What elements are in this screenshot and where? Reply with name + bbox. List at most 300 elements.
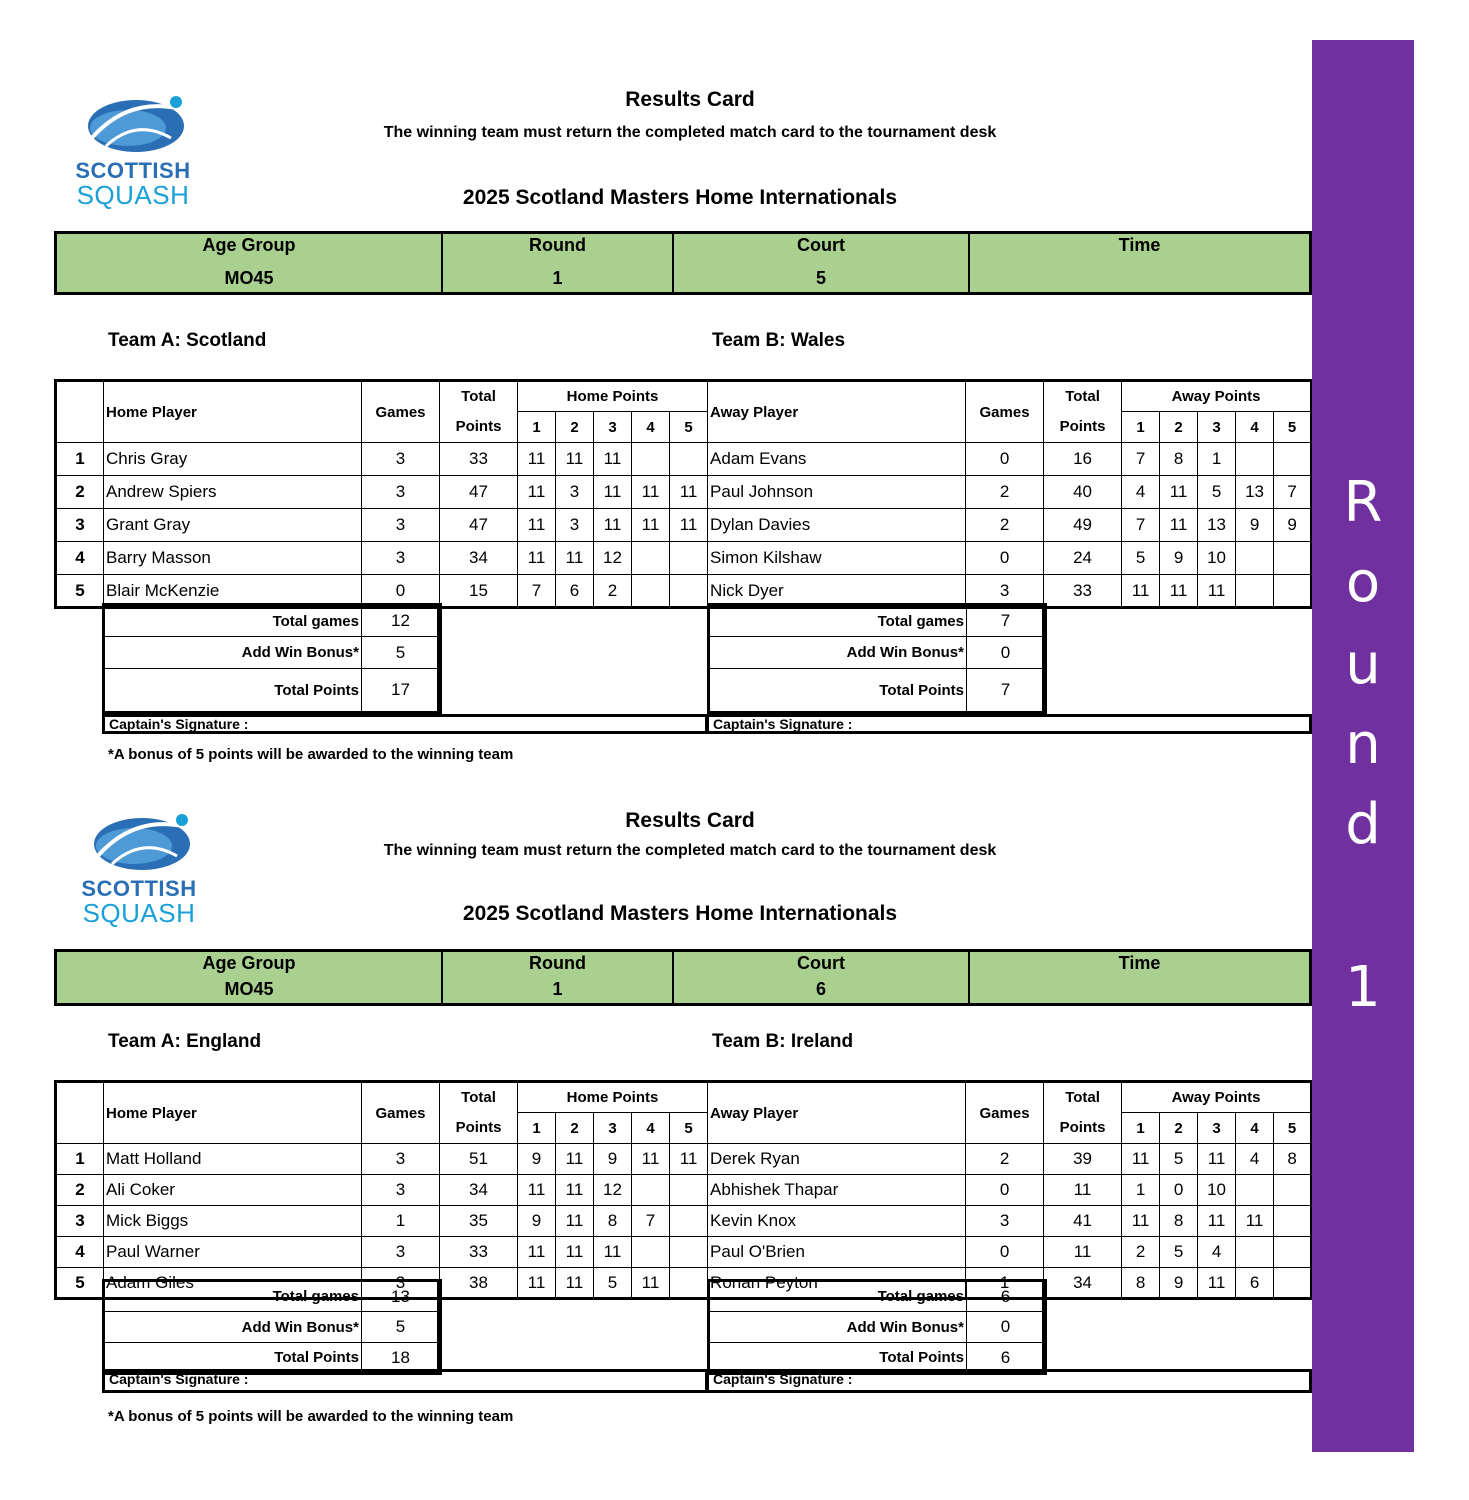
home-game-score: 12 [594,542,632,575]
away-game-score: 9 [1274,509,1312,542]
home-player-name: Blair McKenzie [104,575,362,608]
away-game-score: 11 [1198,575,1236,608]
home-game-score: 7 [518,575,556,608]
row-number: 1 [56,1144,104,1175]
home-win-bonus-value: 5 [362,1312,441,1343]
away-game-5-header: 5 [1274,412,1312,443]
home-player-name: Andrew Spiers [104,476,362,509]
home-total-value: 15 [440,575,518,608]
scottish-squash-logo [74,806,214,936]
home-games-value: 3 [362,509,440,542]
home-points-subheader: Points [440,1113,518,1144]
home-total-value: 35 [440,1206,518,1237]
away-game-1-header: 1 [1122,412,1160,443]
away-game-score [1274,1206,1312,1237]
away-game-score [1236,443,1274,476]
home-game-1-header: 1 [518,1113,556,1144]
home-game-score: 11 [556,542,594,575]
summary-row [709,669,1046,713]
away-game-score [1274,1237,1312,1268]
home-total-value: 33 [440,443,518,476]
row-number: 1 [56,443,104,476]
home-games-value: 3 [362,1237,440,1268]
away-game-2-header: 2 [1160,1113,1198,1144]
home-game-score: 11 [556,1237,594,1268]
summary-divider [437,603,439,717]
home-total-games-label: Total games [104,1281,362,1312]
away-total-games-value: 7 [967,605,1046,637]
card-title: Results Card [625,809,755,832]
away-game-score: 4 [1236,1144,1274,1175]
home-total-points-value: 17 [362,669,441,713]
home-game-score [670,1206,708,1237]
away-player-name: Simon Kilshaw [708,542,966,575]
home-game-5-header: 5 [670,412,708,443]
home-game-score: 9 [518,1206,556,1237]
away-game-score [1236,1237,1274,1268]
home-game-score: 11 [556,1175,594,1206]
home-player-name: Matt Holland [104,1144,362,1175]
away-total-header: Total [1044,1082,1122,1113]
court-value: 5 [815,268,826,288]
away-points-header: Away Points [1122,1082,1312,1113]
away-win-bonus-value: 0 [967,1312,1046,1343]
away-captain-label: Captain's Signature : [713,1371,853,1387]
away-player-name: Derek Ryan [708,1144,966,1175]
round-cell [441,234,672,292]
away-points-subheader: Points [1044,1113,1122,1144]
age-group-label: Age Group [202,235,296,255]
round-letter: d [1345,792,1381,857]
table-row [56,1206,1312,1237]
away-game-score: 11 [1122,1144,1160,1175]
home-win-bonus-value: 5 [362,637,441,669]
home-total-value: 34 [440,542,518,575]
home-game-score: 11 [518,1268,556,1299]
away-game-score: 0 [1160,1175,1198,1206]
home-player-name: Mick Biggs [104,1206,362,1237]
scores-table [54,1080,1313,1300]
table-row [56,542,1312,575]
away-games-value: 1 [966,1268,1044,1299]
table-row [56,1237,1312,1268]
summary-row [709,637,1046,669]
away-total-points-value: 7 [967,669,1046,713]
court-label: Court [797,235,845,255]
away-games-header: Games [966,1082,1044,1144]
home-games-value: 0 [362,575,440,608]
away-total-value: 11 [1044,1237,1122,1268]
home-total-header: Total [440,381,518,412]
time-label: Time [1118,953,1161,973]
away-games-value: 2 [966,1144,1044,1175]
court-value: 6 [815,979,826,999]
away-game-score [1274,575,1312,608]
home-points-header: Home Points [518,1082,708,1113]
home-total-value: 47 [440,509,518,542]
home-game-score: 3 [556,509,594,542]
away-games-value: 0 [966,443,1044,476]
away-game-score [1236,1175,1274,1206]
home-games-value: 3 [362,1144,440,1175]
home-game-score: 11 [632,1268,670,1299]
round-value: 1 [552,268,563,288]
time-cell [968,952,1309,1003]
away-game-score: 8 [1160,443,1198,476]
away-game-score: 8 [1122,1268,1160,1299]
home-games-value: 3 [362,1268,440,1299]
home-total-points-label: Total Points [104,669,362,713]
home-game-1-header: 1 [518,412,556,443]
home-games-value: 3 [362,1175,440,1206]
summary-row [104,669,441,713]
away-games-value: 3 [966,575,1044,608]
card-instruction: The winning team must return the completed match card to the tournament desk [383,124,997,141]
home-games-header: Games [362,381,440,443]
squash-ball-icon [82,806,194,876]
table-row [56,509,1312,542]
home-game-score: 11 [670,1144,708,1175]
home-player-name: Chris Gray [104,443,362,476]
away-games-value: 0 [966,542,1044,575]
home-game-score: 11 [632,509,670,542]
home-game-score: 11 [670,509,708,542]
home-game-score [670,1237,708,1268]
home-player-header: Home Player [104,381,362,443]
home-captain-label: Captain's Signature : [109,716,249,732]
away-total-value: 39 [1044,1144,1122,1175]
away-total-header: Total [1044,381,1122,412]
away-player-name: Paul Johnson [708,476,966,509]
away-games-value: 0 [966,1237,1044,1268]
away-total-value: 41 [1044,1206,1122,1237]
match-info-bar [54,949,1312,1006]
away-total-games-label: Total games [709,1281,967,1312]
home-summary-table [102,603,442,714]
home-captain-signature[interactable] [102,1369,708,1393]
away-game-3-header: 3 [1198,412,1236,443]
round-number: 1 [1345,955,1381,1020]
logo-text-scottish: SCOTTISH [75,158,191,183]
away-game-score [1274,542,1312,575]
home-total-games-value: 13 [362,1281,441,1312]
row-number: 2 [56,476,104,509]
away-win-bonus-label: Add Win Bonus* [709,1312,967,1343]
bonus-note: *A bonus of 5 points will be awarded to the winning team [108,746,514,763]
card-title: Results Card [625,88,755,111]
home-game-5-header: 5 [670,1113,708,1144]
home-captain-signature[interactable] [102,714,708,734]
age-group-value: MO45 [224,979,274,999]
away-total-value: 40 [1044,476,1122,509]
home-game-score [670,443,708,476]
home-game-score: 12 [594,1175,632,1206]
summary-row [104,1281,441,1312]
court-label: Court [797,953,845,973]
away-game-score: 2 [1122,1237,1160,1268]
away-captain-signature[interactable] [706,1369,1312,1393]
home-games-value: 3 [362,476,440,509]
away-game-score [1274,1268,1312,1299]
home-game-2-header: 2 [556,412,594,443]
round-letter: n [1345,712,1381,777]
row-number-header [56,1082,104,1144]
away-game-score: 13 [1236,476,1274,509]
home-game-score [632,443,670,476]
home-win-bonus-label: Add Win Bonus* [104,637,362,669]
home-game-score: 8 [594,1206,632,1237]
away-game-3-header: 3 [1198,1113,1236,1144]
scores-table [54,379,1313,609]
home-player-name: Adam Giles [104,1268,362,1299]
home-points-subheader: Points [440,412,518,443]
court-cell [672,952,968,1003]
away-game-score: 4 [1198,1237,1236,1268]
away-player-header: Away Player [708,1082,966,1144]
home-game-score: 9 [518,1144,556,1175]
logo-text-squash: SQUASH [82,898,196,928]
away-player-name: Paul O'Brien [708,1237,966,1268]
home-total-header: Total [440,1082,518,1113]
away-game-4-header: 4 [1236,412,1274,443]
home-win-bonus-label: Add Win Bonus* [104,1312,362,1343]
away-player-name: Adam Evans [708,443,966,476]
row-number: 4 [56,542,104,575]
event-name: 2025 Scotland Masters Home Internationals [462,902,898,925]
home-game-2-header: 2 [556,1113,594,1144]
away-game-score: 5 [1198,476,1236,509]
away-total-games-value: 6 [967,1281,1046,1312]
home-total-points-value: 18 [362,1343,441,1374]
home-games-header: Games [362,1082,440,1144]
away-game-score [1236,542,1274,575]
away-game-score: 9 [1160,542,1198,575]
away-game-score: 1 [1198,443,1236,476]
home-game-score: 11 [594,509,632,542]
home-game-score [670,1268,708,1299]
table-row [56,1175,1312,1206]
round-letter: o [1345,550,1381,615]
away-game-score: 4 [1122,476,1160,509]
court-cell [672,234,968,292]
home-points-header: Home Points [518,381,708,412]
home-player-name: Ali Coker [104,1175,362,1206]
home-total-value: 38 [440,1268,518,1299]
team-b-label: Team B: Wales [712,330,846,351]
table-row [56,476,1312,509]
away-captain-label: Captain's Signature : [713,716,853,732]
row-number: 3 [56,1206,104,1237]
away-total-points-value: 6 [967,1343,1046,1374]
row-number: 2 [56,1175,104,1206]
away-captain-signature[interactable] [706,714,1312,734]
logo-text-scottish: SCOTTISH [81,876,197,901]
summary-row [104,1312,441,1343]
away-games-value: 2 [966,509,1044,542]
home-player-header: Home Player [104,1082,362,1144]
away-player-header: Away Player [708,381,966,443]
home-game-score [670,575,708,608]
away-player-name: Dylan Davies [708,509,966,542]
summary-row [104,605,441,637]
away-win-bonus-label: Add Win Bonus* [709,637,967,669]
team-a-label: Team A: England [108,1031,262,1052]
away-total-value: 33 [1044,575,1122,608]
away-game-4-header: 4 [1236,1113,1274,1144]
away-game-score: 5 [1122,542,1160,575]
home-game-score [670,542,708,575]
table-header-row [56,1082,1312,1113]
home-game-3-header: 3 [594,412,632,443]
row-number-header [56,381,104,443]
away-game-score: 11 [1122,575,1160,608]
time-label: Time [1118,235,1161,255]
home-game-score: 11 [670,476,708,509]
home-game-score: 11 [518,509,556,542]
home-game-score: 6 [556,575,594,608]
home-game-score: 11 [518,476,556,509]
home-game-score [670,1175,708,1206]
away-game-score: 10 [1198,1175,1236,1206]
summary-row [104,637,441,669]
home-total-value: 47 [440,476,518,509]
away-game-score: 11 [1122,1206,1160,1237]
summary-row [709,1312,1046,1343]
row-number: 3 [56,509,104,542]
age-group-value: MO45 [224,268,274,288]
round-letter: R [1343,470,1383,535]
away-game-score: 8 [1274,1144,1312,1175]
row-number: 5 [56,575,104,608]
row-number: 4 [56,1237,104,1268]
home-total-games-value: 12 [362,605,441,637]
away-total-value: 11 [1044,1175,1122,1206]
age-group-cell [57,952,441,1003]
away-game-score: 5 [1160,1237,1198,1268]
away-game-score [1274,1175,1312,1206]
away-game-score: 6 [1236,1268,1274,1299]
away-game-score [1274,443,1312,476]
away-total-value: 24 [1044,542,1122,575]
away-game-score: 7 [1274,476,1312,509]
home-summary-table [102,1279,442,1375]
home-games-value: 3 [362,443,440,476]
away-summary-table [707,1279,1047,1375]
away-game-score: 11 [1236,1206,1274,1237]
away-game-2-header: 2 [1160,412,1198,443]
home-player-name: Barry Masson [104,542,362,575]
away-game-score [1236,575,1274,608]
away-game-score: 11 [1160,575,1198,608]
summary-divider [1042,603,1044,717]
home-game-score [632,575,670,608]
home-game-score: 11 [594,1237,632,1268]
away-player-name: Abhishek Thapar [708,1175,966,1206]
home-game-score: 11 [518,1237,556,1268]
away-player-name: Nick Dyer [708,575,966,608]
home-game-score: 11 [518,443,556,476]
age-group-cell [57,234,441,292]
away-games-header: Games [966,381,1044,443]
home-game-3-header: 3 [594,1113,632,1144]
away-game-score: 1 [1122,1175,1160,1206]
home-total-points-label: Total Points [104,1343,362,1374]
card-instruction: The winning team must return the completed match card to the tournament desk [383,842,997,859]
home-game-score: 11 [632,1144,670,1175]
logo-text-squash: SQUASH [76,180,190,210]
home-game-score: 2 [594,575,632,608]
time-cell [968,234,1309,292]
away-total-points-label: Total Points [709,669,967,713]
home-game-score: 7 [632,1206,670,1237]
home-games-value: 3 [362,542,440,575]
match-info-bar [54,231,1312,295]
home-total-value: 34 [440,1175,518,1206]
away-game-score: 13 [1198,509,1236,542]
round-sidebar [1312,40,1414,1452]
table-row [56,443,1312,476]
away-game-1-header: 1 [1122,1113,1160,1144]
home-game-score: 11 [632,476,670,509]
away-game-score: 11 [1198,1268,1236,1299]
away-points-header: Away Points [1122,381,1312,412]
home-game-score: 11 [556,1268,594,1299]
team-b-label: Team B: Ireland [712,1031,854,1052]
scottish-squash-logo [68,88,208,218]
away-total-value: 16 [1044,443,1122,476]
squash-ball-icon [76,88,188,158]
away-total-points-label: Total Points [709,1343,967,1374]
away-game-score: 9 [1160,1268,1198,1299]
away-games-value: 3 [966,1206,1044,1237]
home-game-score: 11 [594,476,632,509]
home-game-score: 11 [556,1206,594,1237]
home-captain-label: Captain's Signature : [109,1371,249,1387]
home-total-value: 33 [440,1237,518,1268]
away-game-score: 11 [1160,476,1198,509]
summary-divider [437,1279,439,1372]
away-game-score: 9 [1236,509,1274,542]
away-game-score: 11 [1198,1206,1236,1237]
home-games-value: 1 [362,1206,440,1237]
home-game-score: 11 [556,443,594,476]
summary-row [709,605,1046,637]
summary-row [709,1281,1046,1312]
away-player-name: Kevin Knox [708,1206,966,1237]
home-game-score: 11 [518,1175,556,1206]
away-games-value: 0 [966,1175,1044,1206]
away-game-score: 10 [1198,542,1236,575]
home-game-score: 11 [594,443,632,476]
age-group-label: Age Group [202,953,296,973]
event-name: 2025 Scotland Masters Home Internationals [462,186,898,209]
home-game-score [632,1237,670,1268]
away-game-score: 11 [1160,509,1198,542]
home-game-score: 3 [556,476,594,509]
home-game-4-header: 4 [632,1113,670,1144]
away-win-bonus-value: 0 [967,637,1046,669]
row-number: 5 [56,1268,104,1299]
round-cell [441,952,672,1003]
away-total-value: 34 [1044,1268,1122,1299]
away-game-score: 7 [1122,509,1160,542]
home-game-score: 11 [556,1144,594,1175]
home-game-4-header: 4 [632,412,670,443]
away-game-score: 8 [1160,1206,1198,1237]
away-player-name: Ronan Peyton [708,1268,966,1299]
table-header-row [56,381,1312,412]
round-label: Round [529,235,586,255]
